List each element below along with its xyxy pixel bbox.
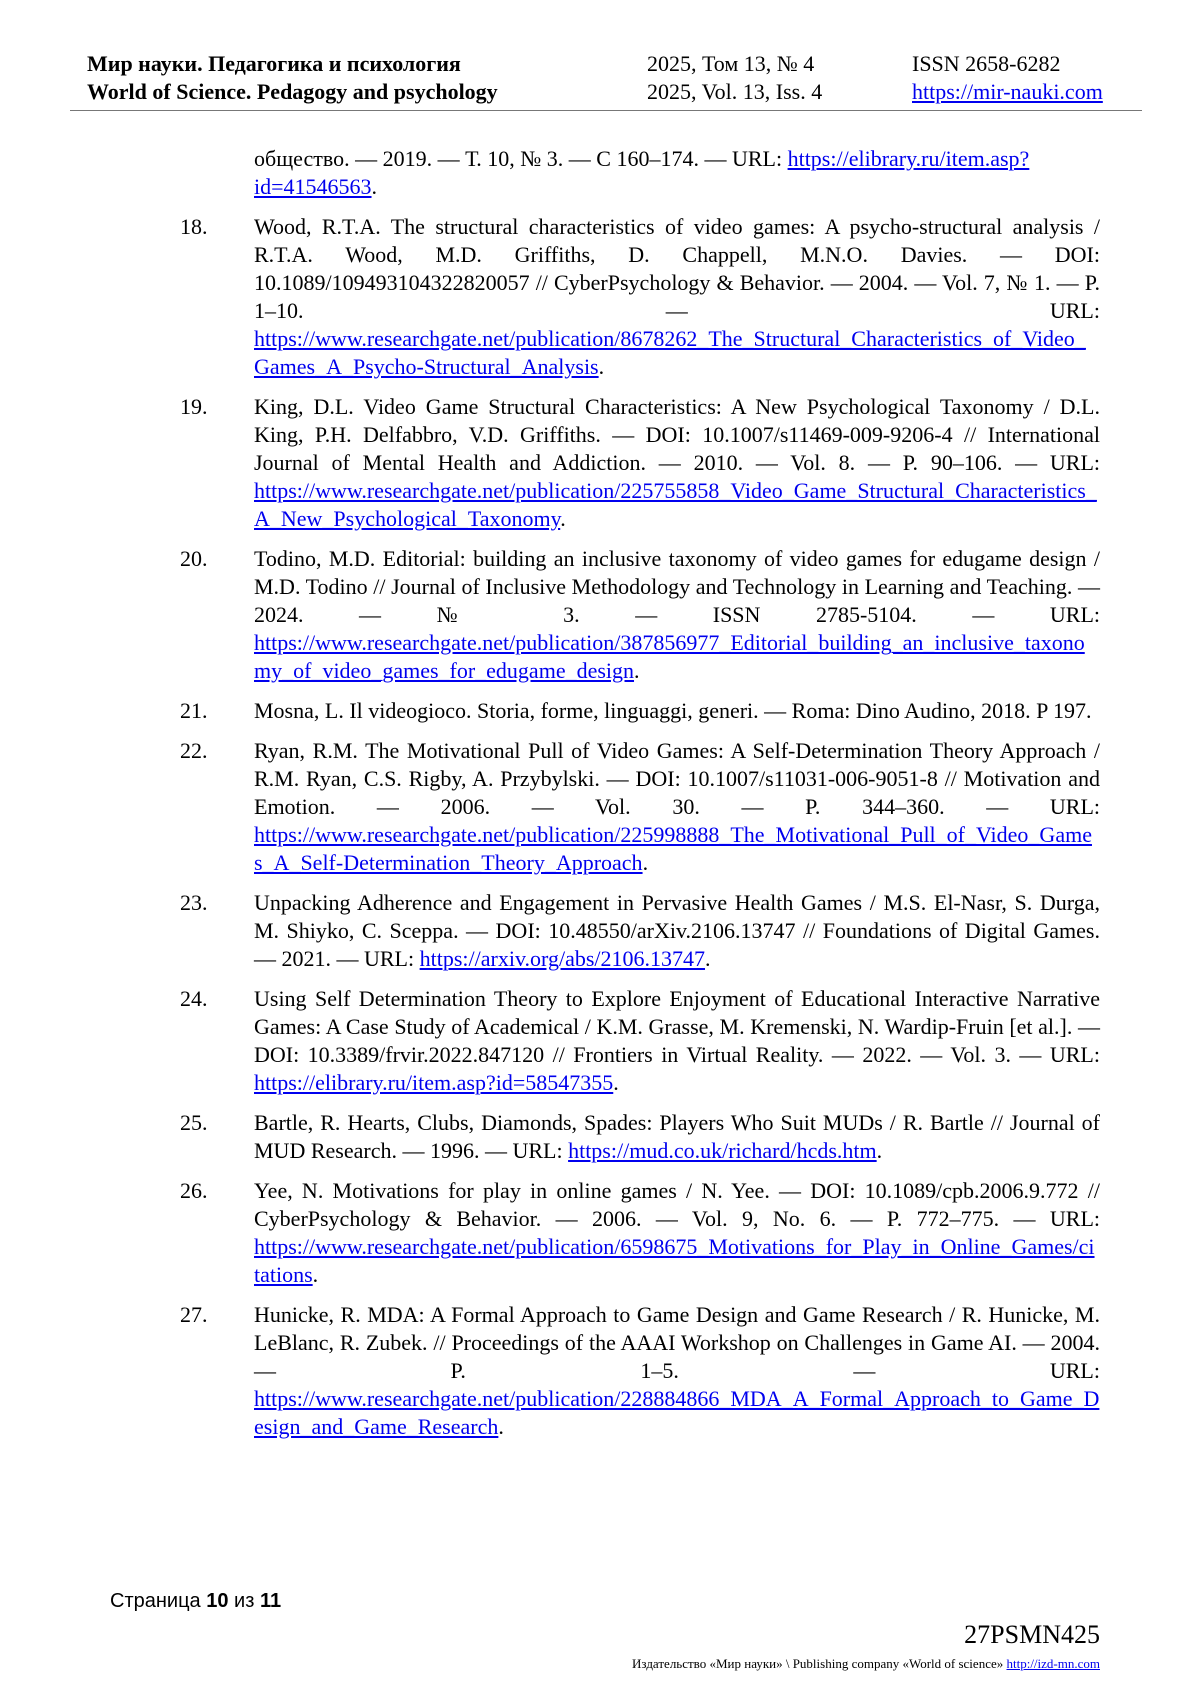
reference-link[interactable]: https://arxiv.org/abs/2106.13747 [419,946,706,971]
page-number: Страница 10 из 11 [110,1590,282,1612]
reference-link[interactable]: https://www.researchgate.net/publication/387856977_Editorial_building_an_inclusive_taxonomy_of_video_games_for_edugame_design [254,630,1085,683]
reference-text: Unpacking Adherence and Engagement in Pervasive Health Games / M.S. El-Nasr, S. Durga, M. Shiyko, C. Sceppa. — DOI: 10.48550/arXiv.2106.13747 // Foundations of Digital Games. — 2021. — URL: [254,890,1100,971]
reference-item [180,393,1100,533]
reference-number: 27. [180,1302,208,1327]
reference-text: Hunicke, R. MDA: A Formal Approach to Game Design and Game Research / R. Hunicke, M. LeBlanc, R. Zubek. // Proceedings of the AAAI Workshop on Challenges in Game AI. — 2004. — P. 1–5. — URL: [254,1302,1100,1383]
reference-list [180,145,1100,1441]
reference-number: 22. [180,738,208,763]
issn: ISSN 2658-6282 [912,51,1061,76]
reference-text: Ryan, R.M. The Motivational Pull of Video Games: A Self-Determination Theory Approach / R.M. Ryan, C.S. Rigby, A. Przybylski. — DOI: 10.1007/s11031-006-9051-8 // Motivation and Emotion. — 2006. — Vol. 30. — P. 344–360. — URL: [254,738,1100,819]
reference-link[interactable]: https://www.researchgate.net/publication/6598675_Motivations_for_Play_in_Online_Games/citations [254,1234,1095,1287]
reference-number: 21. [180,698,208,723]
reference-body: Todino, M.D. Editorial: building an inclusive taxonomy of video games for edugame design / M.D. Todino // Journal of Inclusive Methodology and Technology in Learning and Teaching. — 2024. — № 3. — ISSN 2785-5104. — URL: https://www.researchgate.net/publication/387856977_Editorial_building_an_inclusive_taxonomy_of_video_games_for_edugame_design. [254,546,1100,683]
reference-body: Bartle, R. Hearts, Clubs, Diamonds, Spades: Players Who Suit MUDs / R. Bartle // Journal of MUD Research. — 1996. — URL: https://mud.co.uk/richard/hcds.htm. [254,1110,1100,1163]
volume-en: 2025, Vol. 13, Iss. 4 [647,79,823,104]
references [180,213,1100,1441]
reference-body: Yee, N. Motivations for play in online games / N. Yee. — DOI: 10.1089/cpb.2006.9.772 // CyberPsychology & Behavior. — 2006. — Vol. 9, No. 6. — P. 772–775. — URL: https://www.researchgate.net/publication/6598675_Motivations_for_Play_in_Online_Games/citations. [254,1178,1100,1287]
reference-body: Unpacking Adherence and Engagement in Pervasive Health Games / M.S. El-Nasr, S. Durga, M. Shiyko, C. Sceppa. — DOI: 10.48550/arXiv.2106.13747 // Foundations of Digital Games. — 2021. — URL: https://arxiv.org/abs/2106.13747. [254,890,1100,971]
reference-link[interactable]: https://www.researchgate.net/publication/228884866_MDA_A_Formal_Approach_to_Game_Design_and_Game_Research [254,1386,1100,1439]
journal-title-ru: Мир науки. Педагогика и психология [87,51,461,76]
reference-item [180,985,1100,1097]
reference-link[interactable]: https://www.researchgate.net/publication/8678262_The_Structural_Characteristics_of_Video_Games_A_Psycho-Structural_Analysis [254,326,1086,379]
reference-item [180,1301,1100,1441]
reference-link[interactable]: https://www.researchgate.net/publication/225998888_The_Motivational_Pull_of_Video_Games_A_Self-Determination_Theory_Approach [254,822,1092,875]
journal-title-block [87,50,498,106]
reference-item [180,697,1100,725]
issn-block [912,50,1103,106]
reference-continuation: общество. — 2019. — Т. 10, № 3. — С 160–174. — URL: https://elibrary.ru/item.asp?id=41546563. [254,146,1030,199]
reference-text: Wood, R.T.A. The structural characteristics of video games: A psycho-structural analysis / R.T.A. Wood, M.D. Griffiths, D. Chappell, M.N.O. Davies. — DOI: 10.1089/109493104322820057 // CyberPsychology & Behavior. — 2004. — Vol. 7, № 1. — P. 1–10. — URL: [254,214,1100,323]
reference-item [180,213,1100,381]
reference-text: Todino, M.D. Editorial: building an inclusive taxonomy of video games for edugame design / M.D. Todino // Journal of Inclusive Methodology and Technology in Learning and Teaching. — 2024. — № 3. — ISSN 2785-5104. — URL: [254,546,1100,627]
reference-link[interactable]: https://elibrary.ru/item.asp?id=58547355 [254,1070,614,1095]
reference-item [180,737,1100,877]
reference-text: общество. — 2019. — Т. 10, № 3. — С 160–174. — URL: [254,146,788,171]
reference-text: King, D.L. Video Game Structural Characteristics: A New Psychological Taxonomy / D.L. King, P.H. Delfabbro, V.D. Griffiths. — DOI: 10.1007/s11469-009-9206-4 // International Journal of Mental Health and Addiction. — 2010. — Vol. 8. — P. 90–106. — URL: [254,394,1100,475]
reference-body [254,697,1100,725]
reference-number: 19. [180,394,208,419]
publisher-line: Издательство «Мир науки» \ Publishing company «World of science» http://izd-mn.com [632,1656,1100,1671]
reference-link[interactable]: https://mud.co.uk/richard/hcds.htm [568,1138,877,1163]
reference-number: 18. [180,214,208,239]
reference-text: Yee, N. Motivations for play in online games / N. Yee. — DOI: 10.1089/cpb.2006.9.772 // CyberPsychology & Behavior. — 2006. — Vol. 9, No. 6. — P. 772–775. — URL: [254,1178,1100,1231]
reference-number: 26. [180,1178,208,1203]
reference-link[interactable]: https://www.researchgate.net/publication/225755858_Video_Game_Structural_Characteristics_A_New_Psychological_Taxonomy [254,478,1097,531]
publisher-link[interactable]: http://izd-mn.com [1006,1656,1100,1671]
reference-body: Hunicke, R. MDA: A Formal Approach to Game Design and Game Research / R. Hunicke, M. LeBlanc, R. Zubek. // Proceedings of the AAAI Workshop on Challenges in Game AI. — 2004. — P. 1–5. — URL: https://www.researchgate.net/publication/228884866_MDA_A_Formal_Approach_to_Game_Design_and_Game_Research. [254,1302,1100,1439]
volume-block [647,50,822,106]
reference-body: Wood, R.T.A. The structural characteristics of video games: A psycho-structural analysis / R.T.A. Wood, M.D. Griffiths, D. Chappell, M.N.O. Davies. — DOI: 10.1089/109493104322820057 // CyberPsychology & Behavior. — 2004. — Vol. 7, № 1. — P. 1–10. — URL: https://www.researchgate.net/publication/8678262_The_Structural_Characteristics_of_Video_Games_A_Psycho-Structural_Analysis. [254,214,1100,379]
reference-number: 25. [180,1110,208,1135]
reference-link[interactable]: https://elibrary.ru/item.asp?id=41546563 [254,146,1030,199]
reference-number: 20. [180,546,208,571]
reference-number: 23. [180,890,208,915]
journal-title-en: World of Science. Pedagogy and psychology [87,79,498,104]
reference-item [180,1109,1100,1165]
reference-body: King, D.L. Video Game Structural Characteristics: A New Psychological Taxonomy / D.L. King, P.H. Delfabbro, V.D. Griffiths. — DOI: 10.1007/s11469-009-9206-4 // International Journal of Mental Health and Addiction. — 2010. — Vol. 8. — P. 90–106. — URL: https://www.researchgate.net/publication/225755858_Video_Game_Structural_Characteristics_A_New_Psychological_Taxonomy. [254,394,1100,531]
volume-ru: 2025, Том 13, № 4 [647,51,815,76]
reference-text: Using Self Determination Theory to Explore Enjoyment of Educational Interactive Narrative Games: A Case Study of Academical / K.M. Grasse, M. Kremenski, N. Wardip-Fruin [et al.]. — DOI: 10.3389/frvir.2022.847120 // Frontiers in Virtual Reality. — 2022. — Vol. 3. — URL: [254,986,1100,1067]
reference-number: 24. [180,986,208,1011]
reference-item [180,545,1100,685]
reference-body: Ryan, R.M. The Motivational Pull of Video Games: A Self-Determination Theory Approach / R.M. Ryan, C.S. Rigby, A. Przybylski. — DOI: 10.1007/s11031-006-9051-8 // Motivation and Emotion. — 2006. — Vol. 30. — P. 344–360. — URL: https://www.researchgate.net/publication/225998888_The_Motivational_Pull_of_Video_Games_A_Self-Determination_Theory_Approach. [254,738,1100,875]
reference-item [180,1177,1100,1289]
reference-item [180,889,1100,973]
header-divider [70,110,1142,111]
journal-site-link[interactable]: https://mir-nauki.com [912,79,1103,104]
reference-text: Mosna, L. Il videogioco. Storia, forme, linguaggi, generi. — Roma: Dino Audino, 2018. P 197. [254,698,1092,723]
reference-text: Bartle, R. Hearts, Clubs, Diamonds, Spades: Players Who Suit MUDs / R. Bartle // Journal of MUD Research. — 1996. — URL: [254,1110,1100,1163]
article-code: 27PSMN425 [964,1620,1100,1649]
reference-body: Using Self Determination Theory to Explore Enjoyment of Educational Interactive Narrative Games: A Case Study of Academical / K.M. Grasse, M. Kremenski, N. Wardip-Fruin [et al.]. — DOI: 10.3389/frvir.2022.847120 // Frontiers in Virtual Reality. — 2022. — Vol. 3. — URL: https://elibrary.ru/item.asp?id=58547355. [254,986,1100,1095]
